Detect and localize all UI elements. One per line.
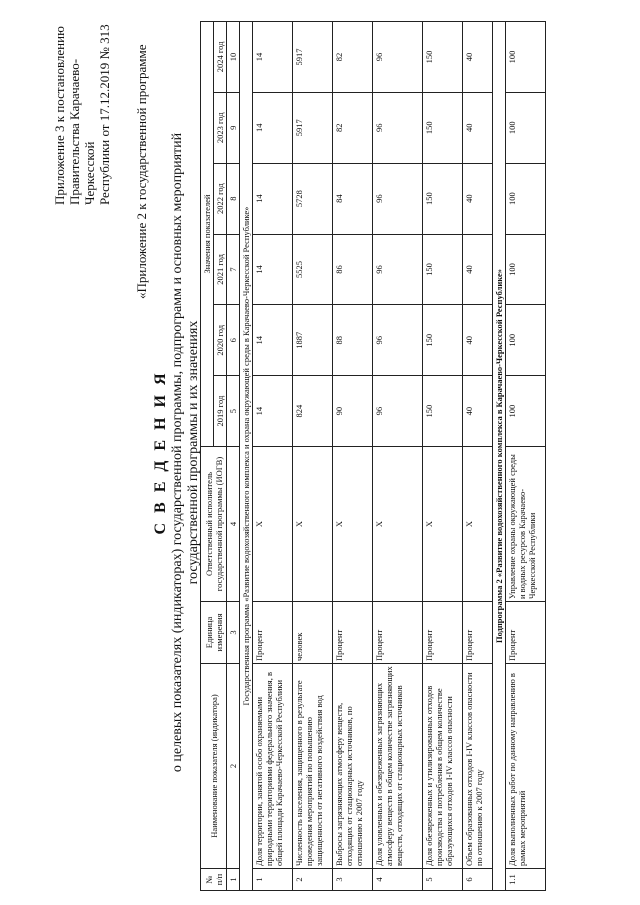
row-value: 824 bbox=[293, 376, 333, 447]
row-value: 150 bbox=[423, 92, 463, 163]
row-value: 14 bbox=[253, 22, 293, 93]
row-responsible: Х bbox=[333, 447, 373, 602]
col-number: 7 bbox=[227, 234, 240, 305]
row-value: 14 bbox=[253, 234, 293, 305]
table-row bbox=[333, 22, 373, 891]
table-row bbox=[293, 22, 333, 891]
row-value: 5525 bbox=[293, 234, 333, 305]
row-value: 40 bbox=[463, 376, 493, 447]
row-responsible: Х bbox=[293, 447, 333, 602]
row-unit: Процент bbox=[333, 602, 373, 664]
section-program: Государственная программа «Развитие водохозяйственного комплекса и охрана окружающей среды в Карачаево-Черкесской Республике» bbox=[240, 22, 253, 891]
table-row bbox=[423, 22, 463, 891]
row-name: Выбросы загрязняющих атмосферу веществ, отходящих от стационарных источников, по отношению к 2007 году bbox=[333, 664, 373, 869]
header-num: № п/п bbox=[201, 869, 227, 891]
row-value: 100 bbox=[506, 22, 546, 93]
appendix-line: Приложение 3 к постановлению bbox=[52, 26, 67, 205]
row-name: Численность населения, защищенного в результате проведения мероприятий по повышению защищенности от негативного воздействия вод bbox=[293, 664, 333, 869]
row-name: Объем образованных отходов I-IV классов опасности по отношению к 2007 году bbox=[463, 664, 493, 869]
row-value: 100 bbox=[506, 234, 546, 305]
row-value: 150 bbox=[423, 163, 463, 234]
appendix-line: Республики от 17.12.2019 № 313 bbox=[97, 24, 112, 205]
row-name: Доля уловленных и обезвреженных загрязняющих атмосферу веществ в общем количестве загрязняющих веществ, отходящих от стационарных источников bbox=[373, 664, 423, 869]
document-subtitle bbox=[170, 0, 202, 905]
row-value: 96 bbox=[373, 22, 423, 93]
row-value: 96 bbox=[373, 305, 423, 376]
row-responsible: Х bbox=[423, 447, 463, 602]
row-value: 82 bbox=[333, 22, 373, 93]
row-num: 4 bbox=[373, 869, 423, 891]
header-year: 2019 год bbox=[214, 376, 227, 447]
row-responsible: Управление охраны окружающей среды и водных ресурсов Карачаево-Черкесской Республики bbox=[506, 447, 546, 602]
row-value: 40 bbox=[463, 305, 493, 376]
header-year: 2024 год bbox=[214, 22, 227, 93]
indicators-table bbox=[200, 21, 546, 891]
row-value: 88 bbox=[333, 305, 373, 376]
row-value: 100 bbox=[506, 305, 546, 376]
row-value: 100 bbox=[506, 92, 546, 163]
row-unit: Процент bbox=[423, 602, 463, 664]
row-value: 96 bbox=[373, 234, 423, 305]
row-unit: человек bbox=[293, 602, 333, 664]
row-value: 96 bbox=[373, 92, 423, 163]
col-number: 5 bbox=[227, 376, 240, 447]
col-number: 3 bbox=[227, 602, 240, 664]
row-unit: Процент bbox=[373, 602, 423, 664]
appendix-program-note: «Приложение 2 к государственной программе bbox=[134, 44, 149, 299]
row-value: 96 bbox=[373, 163, 423, 234]
table-row bbox=[463, 22, 493, 891]
col-number: 10 bbox=[227, 22, 240, 93]
row-unit: Процент bbox=[506, 602, 546, 664]
row-num: 1.1 bbox=[506, 869, 546, 891]
row-value: 86 bbox=[333, 234, 373, 305]
appendix-line: Правительства Карачаево-Черкесской bbox=[67, 58, 97, 205]
col-number: 1 bbox=[227, 869, 240, 891]
row-value: 40 bbox=[463, 92, 493, 163]
row-responsible: Х bbox=[253, 447, 293, 602]
row-value: 84 bbox=[333, 163, 373, 234]
row-value: 40 bbox=[463, 22, 493, 93]
col-number: 2 bbox=[227, 664, 240, 869]
row-num: 2 bbox=[293, 869, 333, 891]
appendix-note bbox=[52, 5, 112, 205]
row-value: 100 bbox=[506, 376, 546, 447]
row-value: 150 bbox=[423, 376, 463, 447]
col-number: 8 bbox=[227, 163, 240, 234]
row-value: 100 bbox=[506, 163, 546, 234]
row-responsible: Х bbox=[373, 447, 423, 602]
col-number: 4 bbox=[227, 447, 240, 602]
header-values: Значения показателей bbox=[201, 22, 214, 447]
row-num: 3 bbox=[333, 869, 373, 891]
row-unit: Процент bbox=[463, 602, 493, 664]
header-year: 2023 год bbox=[214, 92, 227, 163]
row-responsible: Х bbox=[463, 447, 493, 602]
row-value: 14 bbox=[253, 92, 293, 163]
header-unit: Единица измерения bbox=[201, 602, 227, 664]
row-value: 150 bbox=[423, 234, 463, 305]
header-name: Наименование показателя (индикатора) bbox=[201, 664, 227, 869]
table-row bbox=[373, 22, 423, 891]
row-num: 5 bbox=[423, 869, 463, 891]
row-unit: Процент bbox=[253, 602, 293, 664]
col-number: 6 bbox=[227, 305, 240, 376]
header-year: 2020 год bbox=[214, 305, 227, 376]
row-name: Доля территории, занятой особо охраняемыми природными территориями федерального значения, в общей площади Карачаево-Черкесской Республики bbox=[253, 664, 293, 869]
row-value: 14 bbox=[253, 376, 293, 447]
header-year: 2021 год bbox=[214, 234, 227, 305]
table-row bbox=[506, 22, 546, 891]
row-value: 150 bbox=[423, 305, 463, 376]
table-row bbox=[253, 22, 293, 891]
row-value: 1887 bbox=[293, 305, 333, 376]
subtitle-line: государственной программы и их значениях bbox=[186, 320, 201, 585]
row-value: 40 bbox=[463, 234, 493, 305]
header-responsible: Ответственный исполнитель государственной программы (ИОГВ) bbox=[201, 447, 227, 602]
row-num: 6 bbox=[463, 869, 493, 891]
row-value: 5917 bbox=[293, 22, 333, 93]
col-number: 9 bbox=[227, 92, 240, 163]
row-num: 1 bbox=[253, 869, 293, 891]
row-value: 40 bbox=[463, 163, 493, 234]
row-value: 5728 bbox=[293, 163, 333, 234]
header-year: 2022 год bbox=[214, 163, 227, 234]
row-value: 150 bbox=[423, 22, 463, 93]
document-title: С В Е Д Е Н И Я bbox=[152, 370, 169, 535]
row-name: Доля выполненных работ по данному направлению в рамках мероприятий bbox=[506, 664, 546, 869]
row-value: 90 bbox=[333, 376, 373, 447]
row-name: Доля обезвреженных и утилизированных отходов производства и потребления в общем количестве образующихся отходов I-IV классов опасности bbox=[423, 664, 463, 869]
row-value: 82 bbox=[333, 92, 373, 163]
row-value: 14 bbox=[253, 305, 293, 376]
subtitle-line: о целевых показателях (индикаторах) государственной программы, подпрограмм и основных мероприятий bbox=[170, 132, 185, 773]
row-value: 96 bbox=[373, 376, 423, 447]
row-value: 5917 bbox=[293, 92, 333, 163]
row-value: 14 bbox=[253, 163, 293, 234]
section-subprogram: Подпрограмма 2 «Развитие водохозяйственного комплекса в Карачаево-Черкесской Республике» bbox=[493, 22, 506, 891]
